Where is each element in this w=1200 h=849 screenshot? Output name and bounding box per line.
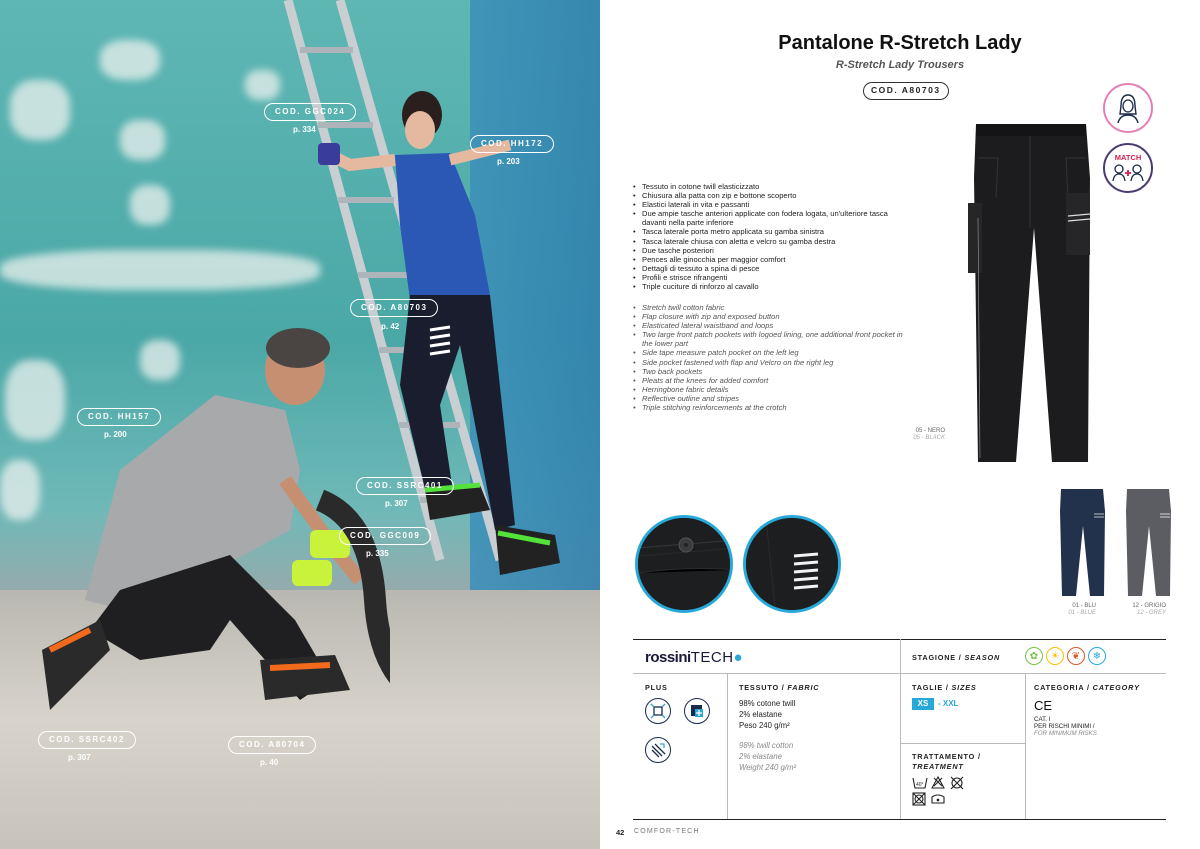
svg-text:40°: 40° — [916, 782, 924, 788]
winter-icon: ❄ — [1088, 647, 1106, 665]
product-title: Pantalone R-Stretch Lady — [778, 32, 1022, 54]
feature-item: • Elasticated lateral waistband and loops — [633, 321, 913, 330]
photo-page-ref: p. 307 — [68, 753, 91, 762]
feature-item: • Stretch twill cotton fabric — [633, 303, 913, 312]
photo-code-tag[interactable]: COD. A80704 — [228, 736, 316, 754]
photo-code-tag[interactable]: COD. GGC024 — [264, 103, 356, 121]
match-label: MATCH — [1114, 152, 1142, 162]
spring-icon: ✿ — [1025, 647, 1043, 665]
feature-item: • Dettagli di tessuto a spina di pesce — [633, 264, 903, 273]
feature-item: • Tasca laterale porta metro applicata su gamba sinistra — [633, 227, 903, 236]
feature-item: • Tessuto in cotone twill elasticizzato — [633, 182, 903, 191]
photo-code-tag[interactable]: COD. GGC009 — [339, 527, 431, 545]
catalog-page — [600, 0, 1200, 849]
feature-item: • Pleats at the knees for added comfort — [633, 376, 913, 385]
feature-item: • Side tape measure patch pocket on the left leg — [633, 348, 913, 357]
sizes-label: TAGLIE / SIZES — [912, 683, 977, 692]
feature-item: • Side pocket fastened with flap and Velcro on the right leg — [633, 358, 913, 367]
feature-item: • Triple cuciture di rinforzo al cavallo — [633, 282, 903, 291]
feature-item: • Flap closure with zip and exposed button — [633, 312, 913, 321]
size-min-badge: XS — [912, 698, 934, 710]
photo-page-ref: p. 42 — [381, 322, 400, 331]
feature-item: • Reflective outline and stripes — [633, 394, 913, 403]
feature-item: • Triple stitching reinforcements at the crotch — [633, 403, 913, 412]
reflective-icon — [645, 737, 671, 763]
trousers-grey-image — [1124, 486, 1172, 598]
care-symbols — [912, 775, 968, 807]
photo-page-ref: p. 307 — [385, 499, 408, 508]
feature-item: • Herringbone fabric details — [633, 385, 913, 394]
trousers-black-image — [968, 118, 1098, 468]
plus-label: PLUS — [645, 683, 668, 692]
man-figure — [30, 320, 390, 740]
color-label: 12 - GRIGIO 12 - GREY — [1132, 603, 1166, 616]
feature-item: • Elastici laterali in vita e passanti — [633, 200, 903, 209]
detail-zoom-button — [635, 515, 733, 613]
category-text-en: FOR MINIMUM RISKS — [1034, 730, 1097, 737]
match-icon — [1103, 143, 1153, 193]
features-english — [633, 303, 913, 412]
table-divider — [900, 639, 901, 819]
fabric-composition-it: 98% cotone twill 2% elastane Peso 240 g/m² — [739, 699, 796, 730]
fabric-label: TESSUTO / FABRIC — [739, 683, 820, 692]
feature-item: • Two back pockets — [633, 367, 913, 376]
feature-item: • Tasca laterale chiusa con aletta e velcro su gamba destra — [633, 237, 903, 246]
reinforcement-icon — [684, 698, 710, 724]
brand-logo: rossiniTECH● — [645, 649, 743, 666]
size-range: - XXL — [938, 699, 959, 708]
photo-code-tag[interactable]: COD. HH157 — [77, 408, 161, 426]
photo-code-tag[interactable]: COD. A80703 — [350, 299, 438, 317]
section-name: COMFOR-TECH — [634, 828, 700, 835]
feature-item: • Chiusura alla patta con zip e bottone scoperto — [633, 191, 903, 200]
detail-zoom-stripes — [743, 515, 841, 613]
features-italian — [633, 182, 903, 291]
table-divider — [1025, 673, 1026, 819]
photo-page-ref: p. 334 — [293, 125, 316, 134]
table-divider — [900, 743, 1025, 744]
table-bottom-line — [633, 819, 1166, 820]
feature-item: • Due ampie tasche anteriori applicate con fodera logata, un'ulteriore tasca davanti nella parte inferiore — [633, 209, 903, 227]
page-number: 42 — [616, 828, 625, 837]
autumn-icon: ❦ — [1067, 647, 1085, 665]
fabric-composition-en: 98% twill cotton 2% elastane Weight 240 g/m² — [739, 741, 797, 772]
feature-item: • Profili e strisce rifrangenti — [633, 273, 903, 282]
feature-item: • Due tasche posteriori — [633, 246, 903, 255]
season-label: STAGIONE / SEASON — [912, 653, 1001, 662]
table-divider — [727, 673, 728, 819]
woman-icon — [1103, 83, 1153, 133]
summer-icon: ☀ — [1046, 647, 1064, 665]
product-subtitle: R-Stretch Lady Trousers — [835, 59, 965, 71]
photo-page-ref: p. 335 — [366, 549, 389, 558]
stretch-icon — [645, 698, 671, 724]
photo-code-tag[interactable]: COD. SSRC402 — [38, 731, 136, 749]
category-label: CATEGORIA / CATEGORY — [1034, 683, 1140, 692]
color-label: 05 - NERO 05 - BLACK — [913, 428, 945, 441]
photo-page-ref: p. 203 — [497, 157, 520, 166]
feature-item: • Pences alle ginocchia per maggior comfort — [633, 255, 903, 264]
category-text-it: CAT. I PER RISCHI MINIMI / — [1034, 716, 1095, 730]
photo-code-tag[interactable]: COD. SSRC401 — [356, 477, 454, 495]
photo-page-ref: p. 200 — [104, 430, 127, 439]
feature-item: • Two large front patch pockets with logoed lining, one additional front pocket in the lower part — [633, 330, 913, 348]
treatment-label: TRATTAMENTO / TREATMENT — [912, 752, 981, 771]
trousers-blue-image — [1058, 486, 1106, 598]
color-label: 01 - BLU 01 - BLUE — [1068, 603, 1096, 616]
photo-code-tag[interactable]: COD. HH172 — [470, 135, 554, 153]
product-code-badge: COD. A80703 — [863, 82, 949, 100]
photo-page-ref: p. 40 — [260, 758, 279, 767]
ce-mark: CE — [1034, 698, 1053, 713]
